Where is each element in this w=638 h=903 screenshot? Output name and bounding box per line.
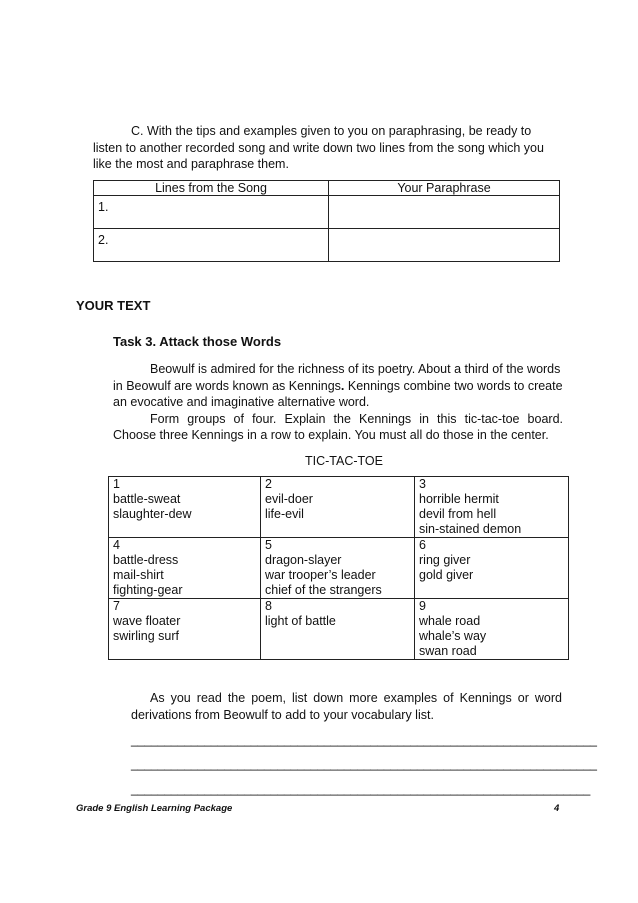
cell-number: 1 [113,477,120,491]
kenning-item: ring giver [419,553,471,567]
cell-number: 3 [419,477,426,491]
tictactoe-row-2 [109,538,569,599]
cell-number: 2 [265,477,272,491]
paraphrase-table-header [94,181,560,196]
task3-p1-line-2-dot: . [340,378,345,393]
kenning-item: life-evil [265,507,304,521]
tictactoe-cell-2[interactable] [261,477,415,538]
kenning-item: evil-doer [265,492,313,506]
task3-p1-line-2 [0,378,638,395]
task3-p1-line-2-b: Kennings combine two words to create [344,378,563,393]
closing-line-2: derivations from Beowulf to add to your vocabulary list. [131,707,434,722]
header-your-paraphrase: Your Paraphrase [329,181,560,196]
kenning-item: light of battle [265,614,336,628]
your-text-heading: YOUR TEXT [76,298,151,313]
tictactoe-cell-6[interactable] [415,538,569,599]
cell-number: 7 [113,599,120,613]
tictactoe-row-1 [109,477,569,538]
section-c-line-2: listen to another recorded song and write down two lines from the song which you [93,140,544,155]
kenning-item: wave floater [113,614,181,628]
header-lines-from-song: Lines from the Song [94,181,329,196]
section-c-line-1: C. With the tips and examples given to you on paraphrasing, be ready to [131,124,532,138]
table-row [94,196,560,229]
task3-p1-line-3: an evocative and imaginative alternative word. [113,395,370,409]
cell-number: 4 [113,538,120,552]
song-line-cell-2[interactable]: 2. [94,229,329,262]
task3-p2-line-1: Form groups of four. Explain the Kennings in this tic-tac-toe board. [150,411,563,426]
tictactoe-board [108,476,569,660]
tictactoe-cell-9[interactable] [415,599,569,660]
kenning-item: whale’s way [419,629,487,643]
cell-number: 8 [265,599,272,613]
footer-page-number: 4 [554,803,560,814]
tictactoe-cell-5[interactable] [261,538,415,599]
kenning-item: dragon-slayer [265,553,342,567]
paraphrase-table [93,180,560,262]
paraphrase-cell-1[interactable] [329,196,560,229]
answer-line-1[interactable]: ______________________________________________________________________ [131,733,597,747]
kenning-item: slaughter-dew [113,507,192,521]
tictactoe-cell-7[interactable] [109,599,261,660]
tictactoe-cell-3[interactable] [415,477,569,538]
table-row [94,229,560,262]
tictactoe-cell-1[interactable] [109,477,261,538]
kenning-item: chief of the strangers [265,583,382,597]
answer-line-3[interactable]: _____________________________________________________________________ [131,782,590,796]
footer-title: Grade 9 English Learning Package [76,803,233,814]
answer-line-2[interactable]: ______________________________________________________________________ [131,757,597,771]
closing-instructions [0,690,638,723]
kenning-item: whale road [419,614,481,628]
song-line-cell-1[interactable]: 1. [94,196,329,229]
tictactoe-cell-8[interactable] [261,599,415,660]
tictactoe-cell-4[interactable] [109,538,261,599]
cell-number: 5 [265,538,272,552]
section-c-instructions [0,123,638,173]
kenning-item: battle-sweat [113,492,181,506]
task3-p1-line-2-a: in Beowulf are words known as Kennings [113,378,341,393]
kenning-item: battle-dress [113,553,179,567]
kenning-item: swan road [419,644,477,658]
paraphrase-cell-2[interactable] [329,229,560,262]
kenning-item: swirling surf [113,629,179,643]
task3-p2-line-2: Choose three Kennings in a row to explain. You must all do those in the center. [113,428,549,442]
kenning-item: devil from hell [419,507,497,521]
kenning-item: sin-stained demon [419,522,522,536]
kenning-item: fighting-gear [113,583,183,597]
closing-line-1: As you read the poem, list down more examples of Kennings or word [150,691,562,705]
cell-number: 9 [419,599,426,613]
tictactoe-title: TIC-TAC-TOE [304,454,383,468]
kenning-item: horrible hermit [419,492,499,506]
cell-number: 6 [419,538,426,552]
kenning-item: war trooper’s leader [265,568,376,582]
kenning-item: gold giver [419,568,474,582]
kenning-item: mail-shirt [113,568,164,582]
section-c-line-3: like the most and paraphrase them. [93,157,289,171]
tictactoe-row-3 [109,599,569,660]
task3-body [0,361,638,444]
task3-title: Task 3. Attack those Words [113,334,282,349]
task3-p1-line-1: Beowulf is admired for the richness of its poetry. About a third of the words [150,362,561,376]
